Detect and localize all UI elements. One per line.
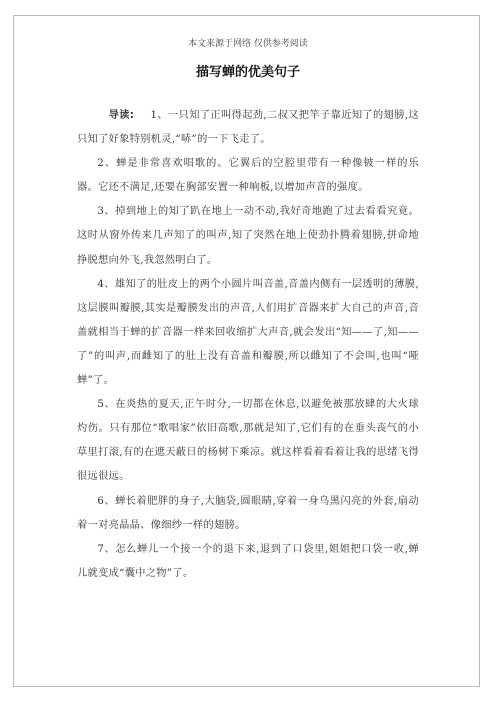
- paragraph-4: 4、雄知了的肚皮上的两个小圆片叫音盖,音盖内侧有一层透明的薄膜,这层膜叫瓣膜,其实是瓣膜发出的声音,人们用扩音器来扩大自己的声音,音盖就相当于蝉的扩音器一样来回收缩扩大声音,就会发出“知——了,知——了”的叫声,而雌知了的肚上没有音盖和瓣膜,所以雌知了不会叫,也叫“哑蝉”了。: [77, 278, 419, 387]
- paragraph-text: 1、一只知了正叫得起劲,二叔又把竿子靠近知了的翅膀,这只知了好象特别机灵,“哧”的一下飞走了。: [77, 110, 420, 146]
- paragraph-3: 3、掉到地上的知了趴在地上一动不动,我好奇地跑了过去看看究竟。这时从窗外传来几声知了的叫声,知了突然在地上使劲扑腾着翅膀,拼命地挣脱想向外飞,我忽然明白了。: [77, 206, 419, 266]
- paragraph-7: 7、怎么蝉儿一个接一个的退下来,退到了口袋里,姐姐把口袋一收,蝉儿就变成“囊中之物”了。: [77, 543, 419, 579]
- article-body: [77, 104, 419, 586]
- paragraph-2: 2、蝉是非常喜欢唱歌的。它翼后的空腔里带有一种像铍一样的乐器。它还不满足,还要在胸部安置一种响板,以增加声音的强度。: [77, 158, 419, 194]
- source-note: 本文来源于网络 仅供参考阅读: [188, 39, 308, 49]
- page-title: 描写蝉的优美句子: [195, 65, 300, 80]
- paragraph-1: [77, 104, 419, 152]
- paragraph-5: 5、在炎热的夏天,正午时分,一切都在休息,以避免被那放肆的大火球灼伤。只有那位“歌唱家”依旧高歌,那就是知了,它们有的在垂头丧气的小草里打滚,有的在遮天蔽日的杨树下乘凉。就这样看着看着让我的思绪飞得很远很远。: [77, 399, 419, 483]
- lead-label: 导读:: [108, 110, 135, 121]
- paragraph-6: 6、蝉长着肥胖的身子,大脑袋,圆眼睛,穿着一身乌黑闪亮的外套,扇动着一对亮晶晶、像细纱一样的翅膀。: [77, 495, 419, 531]
